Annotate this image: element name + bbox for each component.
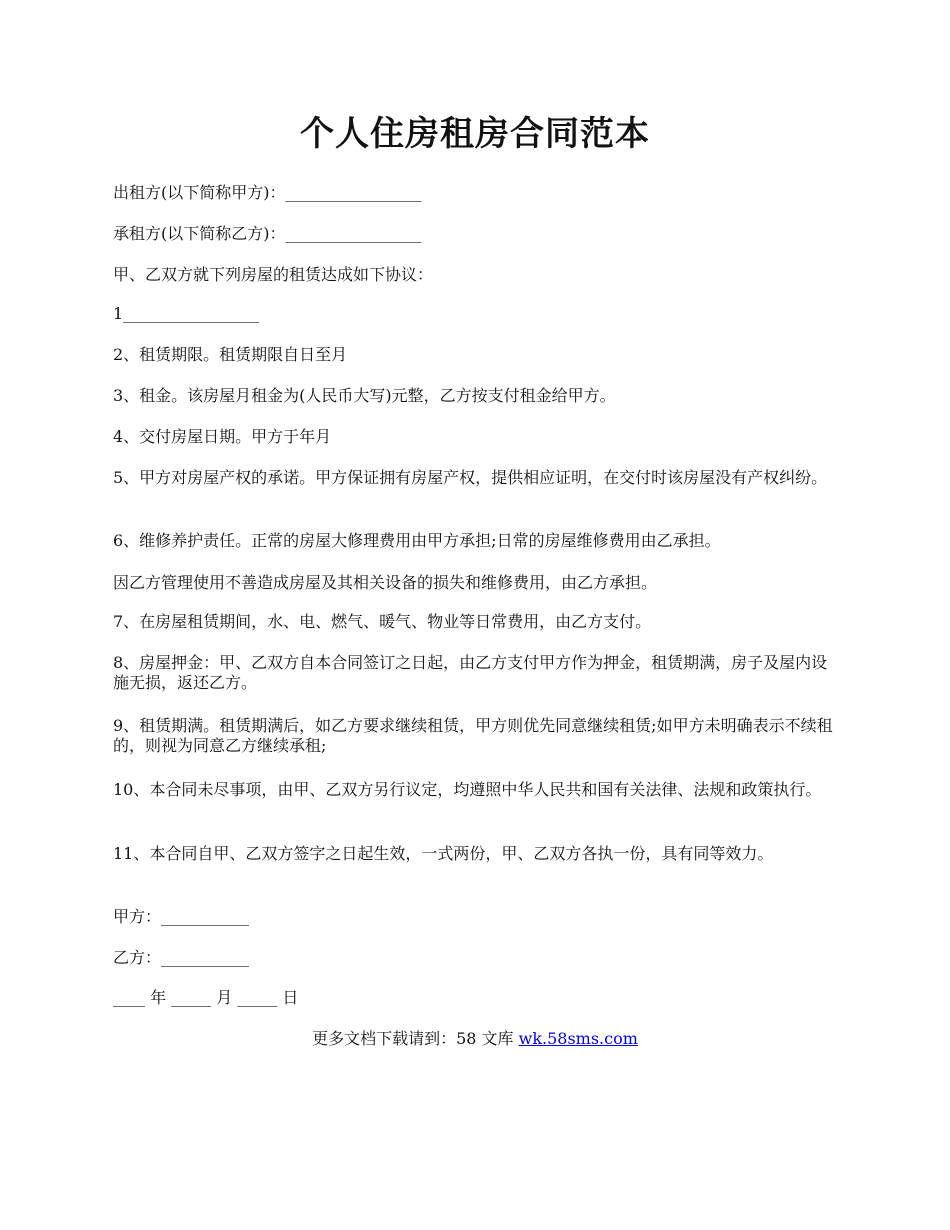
clause-7 (113, 612, 840, 632)
signing-date (113, 988, 840, 1008)
party-a-signature (113, 907, 840, 927)
paragraph: ____ 年 _____ 月 _____ 日 (113, 988, 299, 1007)
paragraph: 因乙方管理使用不善造成房屋及其相关设备的损失和维修费用，由乙方承担。 (113, 573, 658, 592)
footer-link[interactable]: wk.58sms.com (518, 1029, 638, 1048)
clause-3 (113, 386, 840, 406)
footer (0, 1029, 950, 1049)
paragraph: 甲方：___________ (113, 907, 250, 926)
paragraph: 10、本合同未尽事项，由甲、乙双方另行议定，均遵照中华人民共和国有关法律、法规和政策执行。 (113, 780, 822, 799)
paragraph: 1_________________ (113, 304, 260, 323)
clause-2 (113, 345, 840, 365)
paragraph: 11、本合同自甲、乙双方签字之日起生效，一式两份，甲、乙双方各执一份，具有同等效力。 (113, 844, 774, 863)
paragraph: 甲、乙双方就下列房屋的租赁达成如下协议： (113, 265, 434, 284)
paragraph: 8、房屋押金：甲、乙双方自本合同签订之日起，由乙方支付甲方作为押金，租赁期满，房子及屋内设施无损，返还乙方。 (113, 653, 828, 692)
clause-6 (113, 531, 840, 551)
lessee-line (113, 224, 840, 244)
agreement-intro (113, 265, 840, 285)
paragraph: 承租方(以下简称乙方)：_________________ (113, 224, 422, 243)
clause-4 (113, 427, 840, 447)
clause-8 (113, 653, 840, 693)
clause-11 (113, 844, 840, 864)
clause-5 (113, 468, 840, 488)
lessor-line (113, 183, 840, 203)
paragraph: 5、甲方对房屋产权的承诺。甲方保证拥有房屋产权，提供相应证明，在交付时该房屋没有产权纠纷。 (113, 468, 828, 487)
paragraph: 9、租赁期满。租赁期满后，如乙方要求继续租赁，甲方则优先同意继续租赁;如甲方未明确表示不续租的，则视为同意乙方继续承租; (113, 716, 833, 755)
paragraph: 乙方：___________ (113, 948, 250, 967)
paragraph: 出租方(以下简称甲方)：_________________ (113, 183, 422, 202)
footer-prefix: 更多文档下载请到：58 文库 (312, 1029, 519, 1048)
paragraph: 2、租赁期限。租赁期限自日至月 (113, 345, 348, 364)
paragraph: 7、在房屋租赁期间，水、电、燃气、暖气、物业等日常费用，由乙方支付。 (113, 612, 652, 631)
clause-1 (113, 304, 840, 324)
document-title: 个人住房租房合同范本 (300, 114, 650, 154)
clause-10 (113, 780, 840, 800)
paragraph: 6、维修养护责任。正常的房屋大修理费用由甲方承担;日常的房屋维修费用由乙承担。 (113, 531, 721, 550)
party-b-signature (113, 948, 840, 968)
clause-6-continued (113, 573, 840, 593)
paragraph: 4、交付房屋日期。甲方于年月 (113, 427, 332, 446)
paragraph: 3、租金。该房屋月租金为(人民币大写)元整，乙方按支付租金给甲方。 (113, 386, 616, 405)
clause-9 (113, 716, 840, 756)
